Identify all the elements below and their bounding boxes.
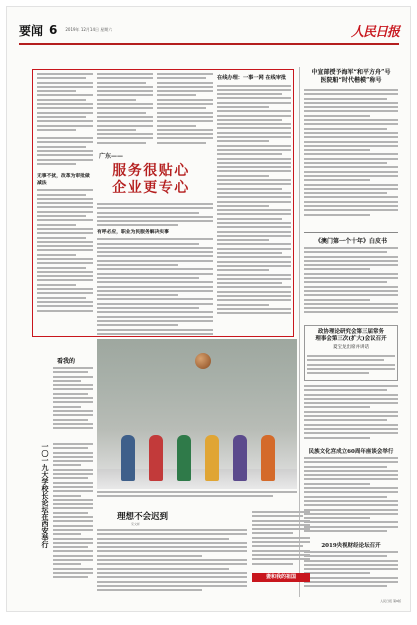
child-figure <box>233 435 247 481</box>
feature-headline-line-2: 企业更专心 <box>112 180 190 196</box>
poem-headline: 看我的 <box>57 358 76 365</box>
bottom-article-side-body <box>252 511 310 571</box>
child-figure <box>261 435 275 481</box>
feature-subhead-3: 在线办理：一事一网 在线审批 <box>217 75 287 81</box>
feature-column-3-top <box>157 73 213 149</box>
bottom-article-body <box>97 529 247 599</box>
feature-headline <box>95 153 207 197</box>
child-figure <box>205 435 219 481</box>
right-lower-headline: 民族文化宫成立60周年座谈会举行 <box>308 449 394 455</box>
right-top-headline <box>303 69 399 85</box>
column-banner: 妻和我的祖国 <box>252 573 310 582</box>
right-top-headline-line-2: 医院船“时代楷模”称号 <box>320 77 382 84</box>
right-mid-headline: 《澳门第一个十年》白皮书 <box>314 238 387 245</box>
right-box-headline-line-1: 政协理论研究会第三届常务 <box>317 329 384 335</box>
right-bottom-body <box>304 551 398 595</box>
right-top-body <box>304 89 398 229</box>
left-lower-body <box>53 443 93 593</box>
feature-kicker: 广东—— <box>99 153 124 160</box>
right-mid-body <box>304 247 398 323</box>
vertical-headline: 一〇一九大学校长论坛在西安举行 <box>41 443 50 548</box>
bottom-article-headline: 理想不会迟到 <box>117 512 169 522</box>
feature-column-2-top <box>97 73 153 149</box>
feature-column-1 <box>37 73 93 333</box>
poem-body <box>53 367 93 437</box>
child-figure <box>121 435 135 481</box>
page-number: 6 <box>49 23 58 37</box>
feature-headline-line-1: 服务很贴心 <box>112 163 190 179</box>
basketball <box>195 353 211 369</box>
bottom-article-byline: 宋文彬 <box>131 522 141 526</box>
photo-caption <box>97 491 297 500</box>
right-box-headline <box>306 329 396 351</box>
child-figure <box>177 435 191 481</box>
right-top-headline-line-1: 中宣部授予海军“和平方舟”号 <box>311 69 391 76</box>
newspaper-logo: 人民日报 <box>350 24 399 40</box>
right-lower-body <box>304 457 398 537</box>
newspaper-page <box>7 7 410 611</box>
right-box-headline-line-2: 理事会第三次(扩大)会议召开 <box>315 336 387 342</box>
right-bottom-headline: 2019央视财经论坛召开 <box>321 543 381 549</box>
feature-column-4 <box>217 73 291 333</box>
right-box-subtitle: 夏宝龙出席并讲话 <box>333 345 369 350</box>
feature-lower-columns <box>97 203 213 335</box>
page-section-label: 要闻 <box>19 23 44 38</box>
child-figure <box>149 435 163 481</box>
right-box-body <box>307 355 395 379</box>
section-rule <box>304 232 398 233</box>
issue-date: 2019年 12月14日 星期六 <box>65 27 113 32</box>
page-footer: 人民日报 第6版 <box>380 599 401 603</box>
masthead <box>19 17 399 45</box>
feature-subhead-1: 无事不扰，改革为审批做减法 <box>37 173 90 186</box>
basketball-kids-photo <box>97 339 297 489</box>
feature-subhead-2: 有呼必应，职业为民服务解决实事 <box>97 228 169 235</box>
right-lower-top-body <box>304 385 398 445</box>
